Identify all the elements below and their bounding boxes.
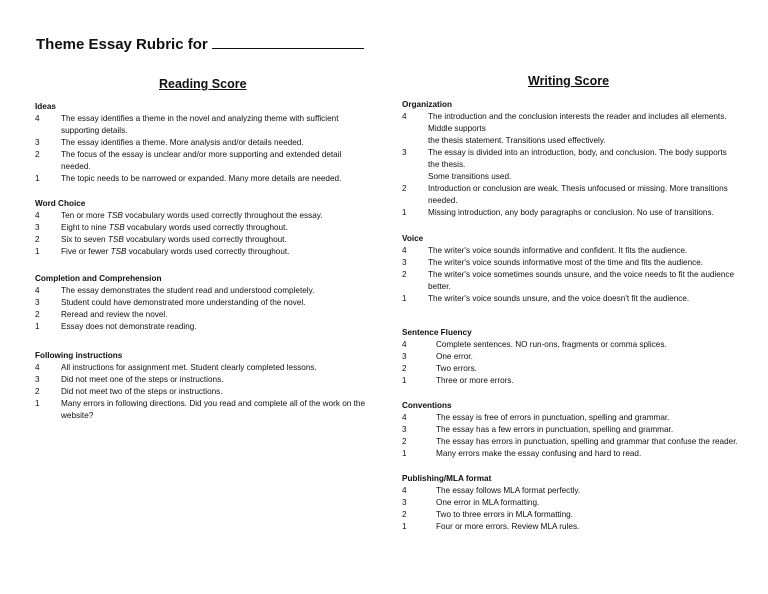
score-number: 1 [35,322,40,331]
rubric-row [35,398,370,422]
rubric-row [402,269,738,293]
criterion-text [436,436,738,448]
score-number: 3 [35,375,40,384]
rubric-row [35,234,370,246]
rubric-row [402,147,738,183]
score-number: 1 [402,376,407,385]
reading-section [35,101,370,185]
score-number: 4 [402,340,407,349]
criterion-text-part: Ten or more [61,211,107,220]
criterion-text [436,351,738,363]
criterion-line: The essay is free of errors in punctuation, spelling and grammar. [436,413,670,422]
score-number: 4 [402,486,407,495]
section-title: Publishing/MLA format [402,474,492,483]
criterion-text [428,111,738,147]
criterion-line: Four or more errors. Review MLA rules. [436,522,580,531]
rubric-row [402,339,738,351]
criterion-text-part: vocabulary words used correctly throughout. [124,223,288,232]
criterion-text [428,207,738,219]
section-title: Ideas [35,102,56,111]
criterion-text: Did not meet two of the steps or instructions. [61,387,223,396]
criterion-line: The introduction and the conclusion interests the reader and includes all elements. Middle supports [428,112,727,133]
criterion-text: All instructions for assignment met. Student clearly completed lessons. [61,363,317,372]
rubric-row [35,210,370,222]
score-number: 4 [402,246,407,255]
score-number: 1 [35,247,40,256]
rubric-row [402,183,738,207]
score-number: 2 [35,387,40,396]
rubric-row [402,351,738,363]
writing-section [402,327,738,387]
rubric-row [35,321,370,333]
score-number: 2 [35,310,40,319]
title-text: Theme Essay Rubric for [36,36,208,53]
reading-score-heading: Reading Score [159,77,247,91]
score-number: 1 [402,208,407,217]
writing-section [402,400,738,460]
score-number: 4 [35,286,40,295]
criterion-text: The essay demonstrates the student read and understood completely. [61,286,315,295]
rubric-row [35,309,370,321]
score-number: 4 [35,363,40,372]
rubric-row [35,246,370,258]
score-number: 3 [35,138,40,147]
criterion-text [436,485,738,497]
criterion-text: The essay identifies a theme. More analysis and/or details needed. [61,138,304,147]
rubric-row [35,285,370,297]
score-number: 3 [35,298,40,307]
tsb-abbreviation: TSB [110,247,127,256]
score-number: 1 [35,174,40,183]
criterion-text [436,509,738,521]
writing-section [402,99,738,219]
criterion-line: One error in MLA formatting. [436,498,540,507]
score-number: 3 [402,425,407,434]
criterion-line: The writer's voice sounds informative most of the time and fits the audience. [428,258,704,267]
score-number: 2 [35,150,40,159]
criterion-text [436,363,738,375]
section-title: Completion and Comprehension [35,274,162,283]
section-title: Word Choice [35,199,86,208]
criterion-text: Many errors in following directions. Did you read and complete all of the work on the website? [61,399,366,420]
criterion-line: The writer's voice sounds unsure, and the voice doesn't fit the audience. [428,294,690,303]
criterion-text [428,147,738,183]
score-number: 3 [402,258,407,267]
criterion-text-part: vocabulary words used correctly throughout. [123,235,287,244]
criterion-line: The essay has a few errors in punctuation, spelling and grammar. [436,425,674,434]
rubric-row [35,113,370,137]
criterion-line: Complete sentences. NO run-ons, fragments or comma splices. [436,340,667,349]
rubric-row [402,207,738,219]
score-number: 3 [402,498,407,507]
criterion-text-part: Five or fewer [61,247,111,256]
score-number: 4 [402,112,407,121]
writing-score-heading: Writing Score [528,74,610,88]
rubric-row [402,436,738,448]
score-number: 4 [35,211,40,220]
criterion-text: Student could have demonstrated more understanding of the novel. [61,298,306,307]
criterion-text: Reread and review the novel. [61,310,168,319]
criterion-line: Some transitions used. [428,172,512,181]
criterion-line: Missing introduction, any body paragraphs or conclusion. No use of transitions. [428,208,714,217]
rubric-row [402,363,738,375]
rubric-row [35,137,370,149]
criterion-line: the thesis statement. Transitions used effectively. [428,136,606,145]
rubric-row [402,497,738,509]
reading-score-column [35,101,370,422]
tsb-abbreviation: TSB [108,223,125,232]
score-number: 4 [35,114,40,123]
reading-section [35,198,370,258]
section-title: Voice [402,234,424,243]
rubric-row [402,509,738,521]
criterion-line: Many errors make the essay confusing and hard to read. [436,449,642,458]
score-number: 4 [402,413,407,422]
writing-score-column [402,99,738,533]
rubric-row [35,386,370,398]
criterion-text [428,245,738,257]
criterion-text [436,375,738,387]
score-number: 1 [35,399,40,408]
rubric-row [35,173,370,185]
rubric-row [402,293,738,305]
criterion-line: Two errors. [436,364,477,373]
criterion-text-part: Six to seven [61,235,108,244]
score-number: 1 [402,522,407,531]
criterion-text [436,497,738,509]
document-title [36,36,364,53]
rubric-row [402,375,738,387]
rubric-row [35,149,370,173]
criterion-text [436,412,738,424]
criterion-text-part: vocabulary words used correctly throughout the essay. [122,211,323,220]
criterion-text [436,448,738,460]
rubric-row [35,297,370,309]
score-number: 2 [35,235,40,244]
criterion-text [61,222,370,234]
criterion-text-part: vocabulary words used correctly throughout. [126,247,290,256]
score-number: 2 [402,364,407,373]
criterion-line: The writer's voice sometimes sounds unsure, and the voice needs to fit the audience better. [428,270,735,291]
criterion-line: One error. [436,352,473,361]
rubric-row [402,485,738,497]
rubric-row [402,257,738,269]
section-title: Sentence Fluency [402,328,472,337]
criterion-text: Did not meet one of the steps or instructions. [61,375,224,384]
criterion-text [436,339,738,351]
score-number: 2 [402,437,407,446]
score-number: 2 [402,184,407,193]
rubric-row [402,521,738,533]
criterion-text [428,183,738,207]
criterion-text [428,269,738,293]
criterion-text [436,521,738,533]
criterion-text: The essay identifies a theme in the novel and analyzing theme with sufficient supporting details. [61,114,339,135]
rubric-row [402,448,738,460]
criterion-text-part: Eight to nine [61,223,109,232]
section-title: Following instructions [35,351,123,360]
writing-section [402,473,738,533]
criterion-line: The writer's voice sounds informative and confident. It fits the audience. [428,246,688,255]
score-number: 2 [402,270,407,279]
criterion-line: The essay follows MLA format perfectly. [436,486,581,495]
score-number: 1 [402,449,407,458]
score-number: 3 [402,148,407,157]
criterion-text: The topic needs to be narrowed or expanded. Many more details are needed. [61,174,342,183]
criterion-line: The essay has errors in punctuation, spelling and grammar that confuse the reader. [436,437,738,446]
name-blank-line [212,36,364,49]
score-number: 3 [35,223,40,232]
rubric-row [35,362,370,374]
section-title: Conventions [402,401,452,410]
criterion-text: Essay does not demonstrate reading. [61,322,197,331]
rubric-row [402,111,738,147]
criterion-line: Two to three errors in MLA formatting. [436,510,573,519]
criterion-text: The focus of the essay is unclear and/or more supporting and extended detail needed. [61,150,342,171]
rubric-row [402,245,738,257]
tsb-abbreviation: TSB [106,211,123,220]
criterion-text [428,257,738,269]
rubric-row [35,222,370,234]
criterion-text [428,293,738,305]
rubric-row [35,374,370,386]
rubric-row [402,412,738,424]
reading-section [35,350,370,422]
reading-section [35,273,370,333]
rubric-row [402,424,738,436]
writing-section [402,233,738,305]
criterion-line: Three or more errors. [436,376,514,385]
criterion-text [436,424,738,436]
score-number: 3 [402,352,407,361]
section-title: Organization [402,100,453,109]
criterion-text [61,246,370,258]
criterion-line: The essay is divided into an introduction, body, and conclusion. The body supports the thesis. [428,148,727,169]
score-number: 2 [402,510,407,519]
tsb-abbreviation: TSB [107,235,124,244]
score-number: 1 [402,294,407,303]
criterion-text [61,234,370,246]
criterion-text [61,210,370,222]
criterion-line: Introduction or conclusion are weak. Thesis unfocused or missing. More transitions needed. [428,184,728,205]
